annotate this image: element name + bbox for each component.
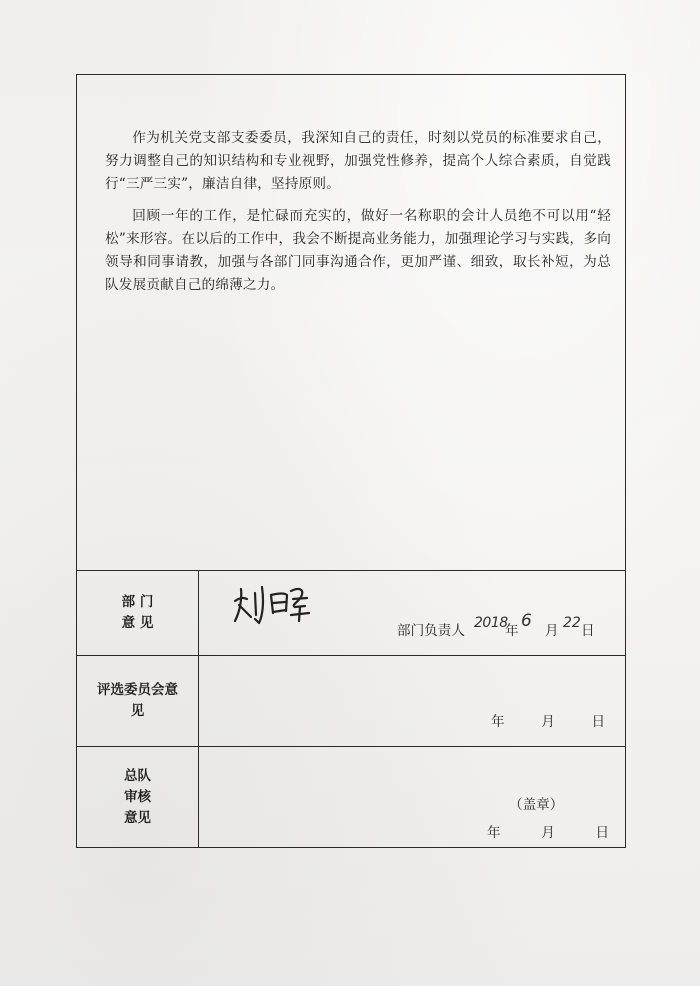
day-char: 日 [595, 825, 610, 841]
committee-opinion-label: 评选委员会意 见 [97, 682, 178, 719]
evaluation-form [76, 74, 626, 848]
day-char: 日 [581, 623, 595, 639]
handwritten-day: 22 [563, 615, 581, 631]
year-char: 年 [487, 825, 501, 841]
committee-date-line [491, 710, 605, 730]
dept-opinion-label-cell [77, 571, 199, 655]
dept-opinion-content [199, 571, 625, 655]
month-char: 月 [541, 714, 555, 730]
summary-paragraph-2: 回顾一年的工作，是忙碌而充实的，做好一名称职的会计人员绝不可以用“轻松”来形容。在以后的工作中，我会不断提高业务能力，加强理论学习与实践，多向领导和同事请教，加强与各部门同事沟通合作，更加严谨、细致，取长补短，为总队发展贡献自己的绵薄之力。 [105, 208, 611, 293]
committee-opinion-row [77, 656, 625, 747]
month-char: 月 [541, 825, 555, 841]
corps-review-label: 总队 审核 意见 [124, 767, 151, 826]
summary-cell [77, 75, 625, 571]
corps-review-label-cell [77, 747, 199, 847]
dept-opinion-row [77, 571, 625, 656]
handwritten-month: 6 [521, 611, 532, 631]
summary-paragraph-1: 作为机关党支部支委委员，我深知自己的责任，时刻以党员的标准要求自己，努力调整自己的知识结构和专业视野，加强党性修养，提高个人综合素质，自觉践行“三严三实”，廉洁自律，坚持原则。 [105, 130, 611, 192]
handwritten-signature [229, 581, 349, 627]
year-char: 年 [505, 623, 519, 639]
corps-date-line [487, 821, 609, 841]
corps-review-content [199, 747, 625, 847]
committee-opinion-content [199, 656, 625, 746]
handwritten-year: 2018 [474, 615, 508, 631]
day-char: 日 [591, 714, 606, 730]
corps-review-row [77, 747, 625, 847]
dept-opinion-label: 部 门 意 见 [121, 594, 154, 631]
committee-opinion-label-cell [77, 656, 199, 746]
year-char: 年 [491, 714, 505, 730]
month-char: 月 [545, 623, 559, 639]
seal-label: （盖章） [509, 797, 564, 813]
dept-head-label: 部门负责人 [397, 623, 465, 639]
